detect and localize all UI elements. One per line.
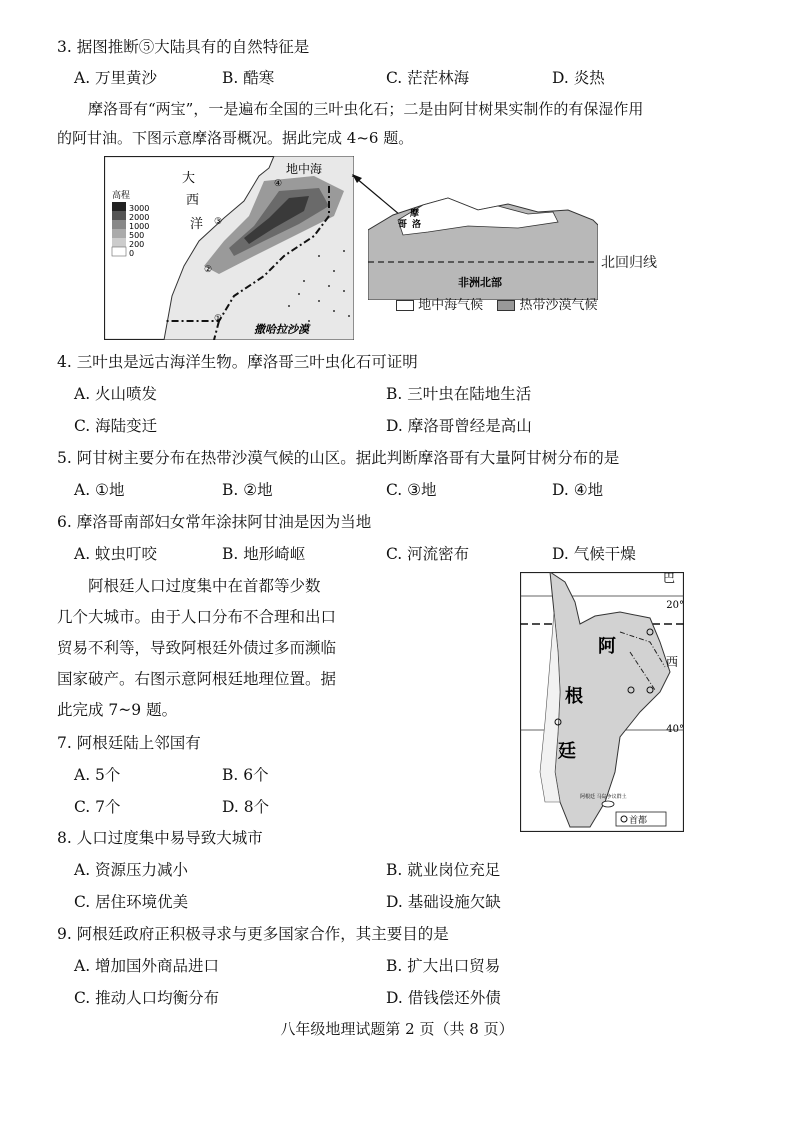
legend-200: 200 (129, 240, 145, 249)
q9-option-a: A. 增加国外商品进口 (74, 957, 220, 975)
q6-option-b: B. 地形崎岖 (222, 545, 306, 563)
argentina-intro-line2: 几个大城市。由于人口分布不合理和出口 (57, 608, 337, 626)
q4-stem: 4. 三叶虫是远古海洋生物。摩洛哥三叶虫化石可证明 (57, 353, 418, 371)
legend-0: 0 (129, 249, 135, 258)
page-footer: 八年级地理试题第 2 页（共 8 页） (280, 1020, 514, 1038)
inset-char-2: 洛 (412, 220, 422, 230)
label-neighbor-xi: 西 (666, 655, 679, 669)
legend-500: 500 (129, 231, 145, 240)
q9-option-b: B. 扩大出口贸易 (386, 957, 501, 975)
argentina-map (520, 572, 684, 832)
q4-option-c: C. 海陆变迁 (74, 417, 158, 435)
label-ocean-2: 西 (186, 193, 200, 208)
morocco-intro-line1: 摩洛哥有“两宝”，一是遍布全国的三叶虫化石；二是由阿甘树果实制作的有保湿作用 (88, 100, 644, 118)
inset-char-1: 摩 (410, 209, 420, 219)
legend-capital-label: 首都 (629, 816, 648, 826)
legend-desert-label: 热带沙漠气候 (519, 298, 598, 313)
label-islands: 阿根廷 马岛争议群土 (580, 794, 627, 800)
argentina-intro-line4: 国家破产。右图示意阿根廷地理位置。据 (57, 670, 337, 688)
q5-option-a: A. ①地 (74, 481, 125, 499)
q8-option-c: C. 居住环境优美 (74, 893, 189, 911)
q8-option-d: D. 基础设施欠缺 (386, 893, 501, 911)
climate-legend (396, 298, 597, 314)
label-country-1: 阿 (598, 636, 616, 657)
label-lat-20: 20° (666, 600, 684, 611)
legend-3000: 3000 (129, 204, 150, 213)
q8-option-b: B. 就业岗位充足 (386, 861, 501, 879)
label-neighbor-ba: 巴 (663, 572, 676, 585)
label-ocean-3: 洋 (190, 217, 204, 232)
q7-option-b: B. 6个 (222, 766, 269, 784)
inset-region-label: 非洲北部 (458, 276, 502, 289)
q5-stem: 5. 阿甘树主要分布在热带沙漠气候的山区。据此判断摩洛哥有大量阿甘树分布的是 (57, 449, 620, 467)
north-africa-inset (368, 190, 598, 300)
morocco-intro-line2: 的阿甘油。下图示意摩洛哥概况。据此完成 4~6 题。 (57, 129, 414, 147)
marker-4: ④ (274, 179, 283, 189)
q5-option-d: D. ④地 (552, 481, 604, 499)
q3-option-a: A. 万里黄沙 (74, 69, 158, 87)
q9-option-d: D. 借钱偿还外债 (386, 989, 501, 1007)
label-mediterranean: 地中海 (286, 162, 323, 176)
legend-1000: 1000 (129, 222, 150, 231)
q6-stem: 6. 摩洛哥南部妇女常年涂抹阿甘油是因为当地 (57, 513, 372, 531)
legend-swatch-desert (497, 300, 515, 311)
argentina-intro-line1: 阿根廷人口过度集中在首都等少数 (88, 577, 321, 595)
q8-option-a: A. 资源压力减小 (74, 861, 189, 879)
label-ocean-1: 大 (182, 171, 196, 186)
inset-char-3: 哥 (398, 220, 408, 230)
q6-option-c: C. 河流密布 (386, 545, 470, 563)
morocco-map (104, 156, 354, 340)
q3-stem: 3. 据图推断⑤大陆具有的自然特征是 (57, 38, 310, 56)
argentina-intro-line3: 贸易不利等，导致阿根廷外债过多而濒临 (57, 639, 337, 657)
q6-option-a: A. 蚊虫叮咬 (74, 545, 158, 563)
legend-swatch-mediterranean (396, 300, 414, 311)
q4-option-b: B. 三叶虫在陆地生活 (386, 385, 532, 403)
q4-option-d: D. 摩洛哥曾经是高山 (386, 417, 532, 435)
q3-option-c: C. 茫茫林海 (386, 69, 470, 87)
q9-option-c: C. 推动人口均衡分布 (74, 989, 220, 1007)
marker-2: ② (204, 265, 213, 275)
q3-option-b: B. 酷寒 (222, 69, 275, 87)
q7-option-a: A. 5个 (74, 766, 121, 784)
q8-stem: 8. 人口过度集中易导致大城市 (57, 829, 263, 847)
q9-stem: 9. 阿根廷政府正积极寻求与更多国家合作，其主要目的是 (57, 925, 449, 943)
q3-option-d: D. 炎热 (552, 69, 605, 87)
legend-2000: 2000 (129, 213, 150, 222)
label-country-3: 廷 (558, 741, 576, 762)
marker-1: ① (214, 314, 223, 324)
q4-option-a: A. 火山喷发 (74, 385, 158, 403)
label-country-2: 根 (565, 686, 583, 707)
q5-option-c: C. ③地 (386, 481, 437, 499)
legend-mediterranean-label: 地中海气候 (418, 298, 484, 313)
tropic-label: 北回归线 (601, 255, 657, 271)
q7-option-d: D. 8个 (222, 798, 270, 816)
q7-stem: 7. 阿根廷陆上邻国有 (57, 734, 201, 752)
argentina-intro-line5: 此完成 7~9 题。 (57, 701, 178, 719)
q5-option-b: B. ②地 (222, 481, 273, 499)
q6-option-d: D. 气候干燥 (552, 545, 636, 563)
elevation-legend-title: 高程 (112, 191, 131, 201)
marker-3: ③ (214, 217, 223, 227)
label-sahara: 撒哈拉沙漠 (254, 323, 309, 336)
q7-option-c: C. 7个 (74, 798, 121, 816)
label-lat-40: 40° (666, 724, 684, 735)
